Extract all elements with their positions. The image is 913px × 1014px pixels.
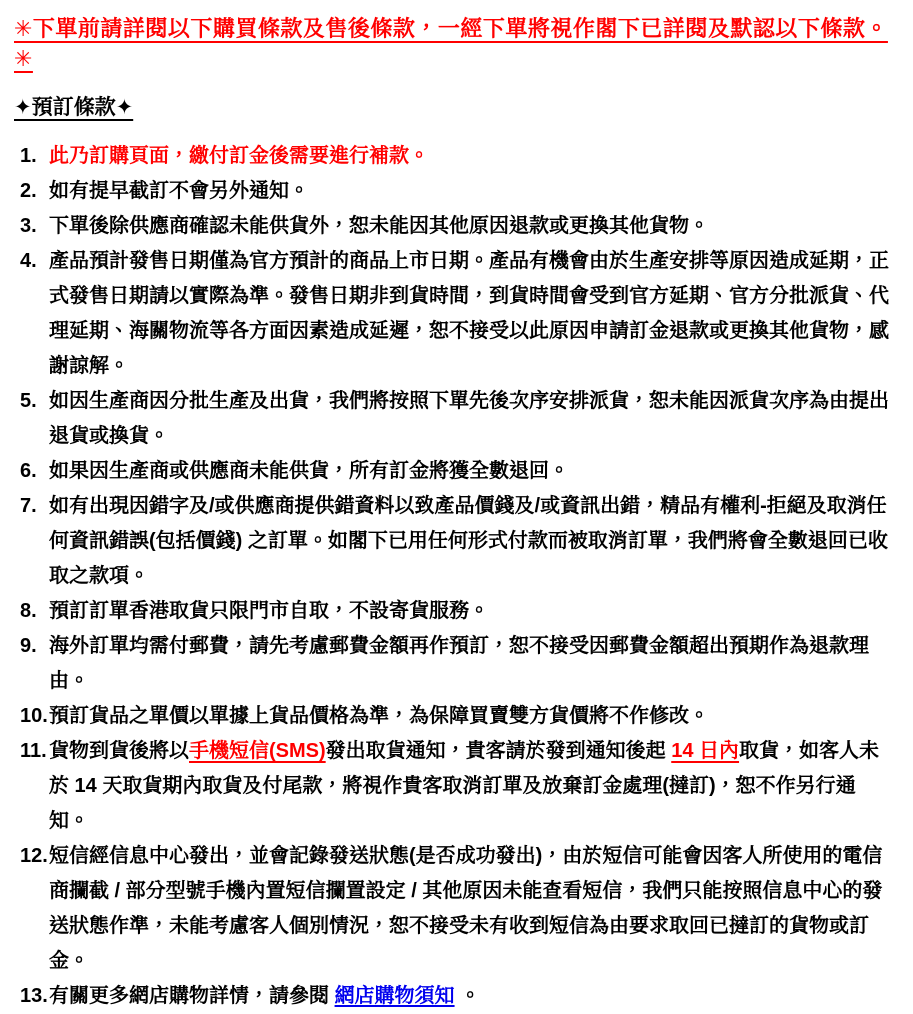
term-text: [49, 594, 895, 629]
term-number: 10.: [20, 705, 48, 727]
term-segment: 短信經信息中心發出，並會記錄發送狀態(是否成功發出)，由於短信可能會因客人所使用的電信商攔截 / 部分型號手機內置短信攔置設定 / 其他原因未能查看短信，我們只能按照信息中心的發送狀態作準，未能考慮客人個別情況，恕不接受未有收到短信為由要求取回已撻訂的貨物或訂金。: [49, 845, 883, 972]
term-number: 4.: [20, 250, 37, 272]
term-item: [20, 594, 895, 629]
term-segment: 有關更多網店購物詳情，請參閱: [49, 985, 335, 1007]
term-item: [20, 174, 895, 209]
term-segment: 14 日內: [671, 740, 740, 762]
term-item: [20, 979, 895, 1014]
terms-list: [14, 139, 895, 1014]
term-segment: 下單後除供應商確認未能供貨外，恕未能因其他原因退款或更換其他貨物。: [49, 215, 709, 237]
term-text: [49, 139, 895, 174]
term-item: [20, 244, 895, 384]
term-number: 7.: [20, 495, 37, 517]
term-number: 9.: [20, 635, 37, 657]
term-text: [49, 244, 895, 384]
shop-guide-link[interactable]: 網店購物須知: [334, 985, 455, 1007]
term-segment: 貨物到貨後將以: [49, 740, 189, 762]
term-number: 13.: [20, 985, 48, 1007]
term-number: 5.: [20, 390, 37, 412]
term-text: [49, 629, 895, 699]
term-segment: 發出取貨通知，貴客請於發到通知後起: [325, 740, 672, 762]
term-number: 3.: [20, 215, 37, 237]
term-item: [20, 139, 895, 174]
term-segment: 如因生產商因分批生產及出貨，我們將按照下單先後次序安排派貨，恕未能因派貨次序為由提出退貨或換貨。: [49, 390, 889, 447]
term-segment: 。: [454, 985, 481, 1007]
term-text: [49, 384, 895, 454]
term-item: [20, 629, 895, 699]
term-segment: 產品預計發售日期僅為官方預計的商品上市日期。產品有機會由於生產安排等原因造成延期，正式發售日期請以實際為準。發售日期非到貨時間，到貨時間會受到官方延期、官方分批派貨、代理延期、海關物流等各方面因素造成延遲，恕不接受以此原因申請訂金退款或更換其他貨物，感謝諒解。: [49, 250, 889, 377]
term-text: [49, 699, 895, 734]
term-segment: 此乃訂購頁面，繳付訂金後需要進行補款。: [49, 145, 429, 167]
term-number: 12.: [20, 845, 48, 867]
term-number: 2.: [20, 180, 37, 202]
term-text: [49, 489, 895, 594]
term-segment: 手機短信(SMS): [189, 740, 326, 762]
term-number: 1.: [20, 145, 37, 167]
term-text: [49, 454, 895, 489]
term-text: [49, 979, 895, 1014]
term-item: [20, 734, 895, 839]
purchase-terms-warning: ✳下單前請詳閱以下購買條款及售後條款，一經下單將視作閣下已詳閱及默認以下條款。✳: [14, 16, 888, 71]
term-segment: 如有出現因錯字及/或供應商提供錯資料以致產品價錢及/或資訊出錯，精品有權利-拒絕及取消任何資訊錯誤(包括價錢) 之訂單。如閣下已用任何形式付款而被取消訂單，我們將會全數退回已收取之款項。: [49, 495, 888, 587]
term-segment: 海外訂單均需付郵費，請先考慮郵費金額再作預訂，恕不接受因郵費金額超出預期作為退款理由。: [49, 635, 869, 692]
term-item: [20, 209, 895, 244]
term-number: 8.: [20, 600, 37, 622]
term-segment: 預訂貨品之單價以單據上貨品價格為準，為保障買賣雙方貨價將不作修改。: [49, 705, 709, 727]
term-text: [49, 209, 895, 244]
term-item: [20, 454, 895, 489]
term-item: [20, 489, 895, 594]
term-text: [49, 734, 895, 839]
term-text: [49, 839, 895, 979]
preorder-terms-title: ✦預訂條款✦: [14, 96, 134, 119]
term-item: [20, 384, 895, 454]
term-text: [49, 174, 895, 209]
term-number: 11.: [20, 740, 47, 762]
term-segment: 如果因生產商或供應商未能供貨，所有訂金將獲全數退回。: [49, 460, 569, 482]
term-item: [20, 839, 895, 979]
term-segment: 預訂訂單香港取貨只限門市自取，不設寄貨服務。: [49, 600, 489, 622]
term-segment: 如有提早截訂不會另外通知。: [49, 180, 309, 202]
term-number: 6.: [20, 460, 37, 482]
term-segment: 取貨，如客人未於 14 天取貨期內取貨及付尾款，將視作貴客取消訂單及放棄訂金處理(撻訂)，恕不作另行通知。: [49, 740, 880, 832]
term-item: [20, 699, 895, 734]
